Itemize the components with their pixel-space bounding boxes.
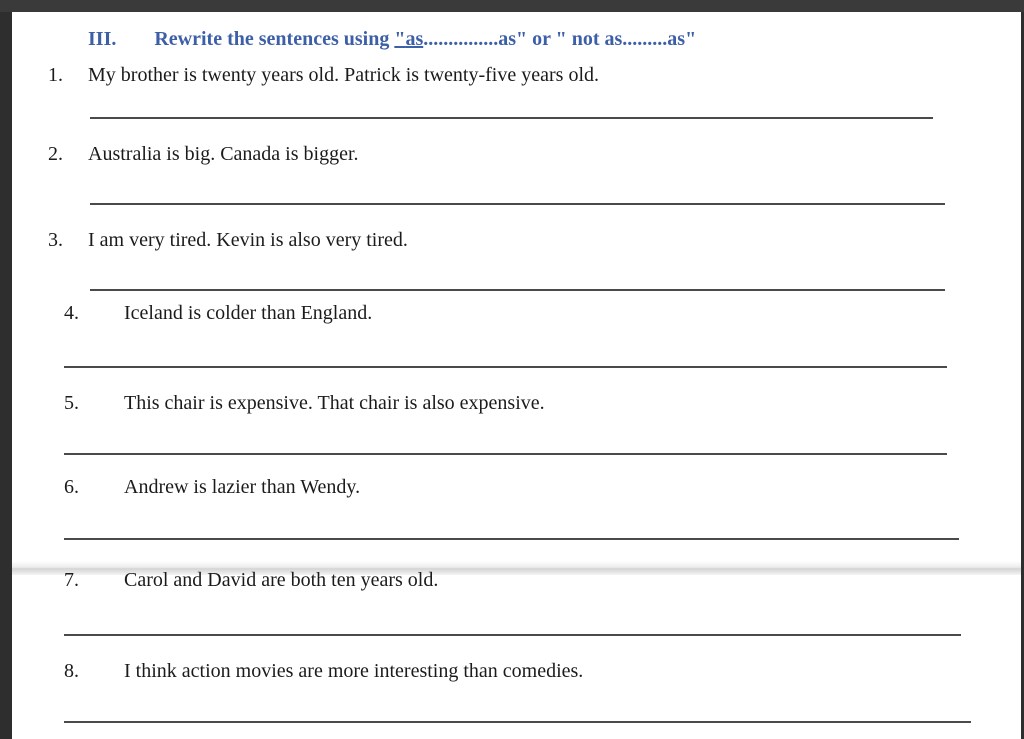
item-number: 5. <box>64 392 79 414</box>
item-number: 8. <box>64 660 79 682</box>
answer-line-8[interactable] <box>64 721 971 723</box>
item-sentence: This chair is expensive. That chair is also expensive. <box>124 392 545 414</box>
item-sentence: Iceland is colder than England. <box>124 302 373 324</box>
item-sentence: I am very tired. Kevin is also very tired. <box>88 229 408 251</box>
item-number: 6. <box>64 476 79 498</box>
exercise-heading <box>88 28 696 51</box>
answer-line-3[interactable] <box>90 289 945 291</box>
item-sentence: Carol and David are both ten years old. <box>124 569 439 591</box>
exercise-number: III. <box>88 28 117 50</box>
item-sentence: Andrew is lazier than Wendy. <box>124 476 361 498</box>
worksheet-page <box>12 12 1021 739</box>
item-number: 3. <box>48 229 63 251</box>
answer-line-4[interactable] <box>64 366 947 368</box>
answer-line-7[interactable] <box>64 634 961 636</box>
window-top-edge <box>0 0 1024 12</box>
answer-line-1[interactable] <box>90 117 933 119</box>
instruction-text-end: ...............as" or " not as.........as" <box>423 28 697 50</box>
item-sentence: My brother is twenty years old. Patrick is twenty-five years old. <box>88 64 599 86</box>
answer-line-5[interactable] <box>64 453 947 455</box>
answer-line-2[interactable] <box>90 203 945 205</box>
item-sentence: I think action movies are more interesting than comedies. <box>124 660 584 682</box>
item-number: 4. <box>64 302 79 324</box>
instruction-text: Rewrite the sentences using <box>154 28 395 50</box>
answer-line-6[interactable] <box>64 538 959 540</box>
item-sentence: Australia is big. Canada is bigger. <box>88 143 359 165</box>
instruction-quote: " <box>394 28 406 50</box>
item-number: 7. <box>64 569 79 591</box>
instruction-as-word: as <box>405 28 424 50</box>
item-number: 1. <box>48 64 63 86</box>
item-number: 2. <box>48 143 63 165</box>
